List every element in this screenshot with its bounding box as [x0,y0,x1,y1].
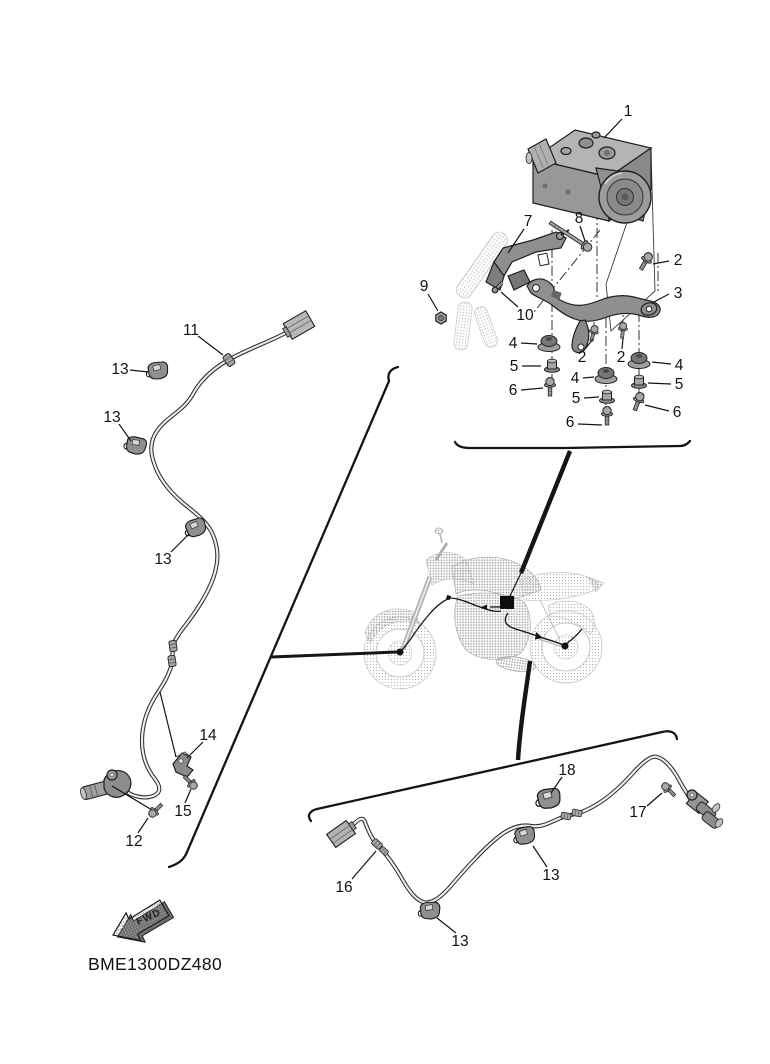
grommet-4-right [628,353,650,369]
abs-hydraulic-unit [526,130,651,223]
callout-6a: 6 [508,382,518,399]
callout-13e: 13 [542,867,560,884]
nut-9 [436,312,446,324]
abs-unit-location-marker [500,596,514,609]
callout-5c: 5 [674,376,684,393]
fwd-direction-arrow [107,896,178,953]
bolt-6-right [630,391,647,412]
callout-10: 10 [516,307,534,324]
callout-4c: 4 [674,357,684,374]
callout-7: 7 [523,213,533,230]
callout-5a: 5 [509,358,519,375]
callout-11: 11 [182,322,200,339]
callout-6c: 6 [672,404,682,421]
callout-9: 9 [419,278,429,295]
callout-13d: 13 [451,933,469,950]
bolt-2-top [636,250,655,272]
callout-4b: 4 [570,370,580,387]
callout-2b: 2 [577,349,587,366]
collar-5-left [545,359,560,372]
rear-wheel-sensor [686,790,724,829]
callout-13c: 13 [154,551,172,568]
callout-1: 1 [623,103,633,120]
collar-5-right [632,375,647,388]
callout-2a: 2 [673,252,683,269]
callout-17: 17 [629,804,647,821]
callout-13b: 13 [103,409,121,426]
front-wheel-sensor-12 [79,770,131,801]
bolt-17 [659,780,678,799]
bolt-6-left [545,377,556,396]
grommet-4-mid [595,368,617,384]
callout-16: 16 [335,879,353,896]
grommet-4-left [538,336,560,352]
rear-sensor-cable [327,757,725,921]
clamp-13-a [144,360,169,381]
callout-8: 8 [574,210,584,227]
callout-3: 3 [673,285,683,302]
callout-2c: 2 [616,349,626,366]
callout-5b: 5 [571,390,581,407]
callout-15: 15 [174,803,192,820]
clamp-18 [533,786,563,812]
callout-12: 12 [125,833,143,850]
callout-6b: 6 [565,414,575,431]
callout-4a: 4 [508,335,518,352]
front-sensor-cable [79,311,314,820]
bolt-6-mid [602,406,613,425]
callout-14: 14 [199,727,217,744]
front-cable-connector [281,311,315,341]
ghost-frame-section [453,229,510,350]
clamp-13-b [123,436,147,455]
collar-5-mid [600,390,615,403]
callout-13a: 13 [111,361,129,378]
clamp-13-d [417,901,441,921]
diagram-part-code: BME1300DZ480 [88,954,223,974]
bolt-2-right [617,322,628,339]
callout-18: 18 [558,762,576,779]
fwd-arrow-label: FWD [134,907,163,928]
bolt-near-sensor-12 [146,801,165,820]
